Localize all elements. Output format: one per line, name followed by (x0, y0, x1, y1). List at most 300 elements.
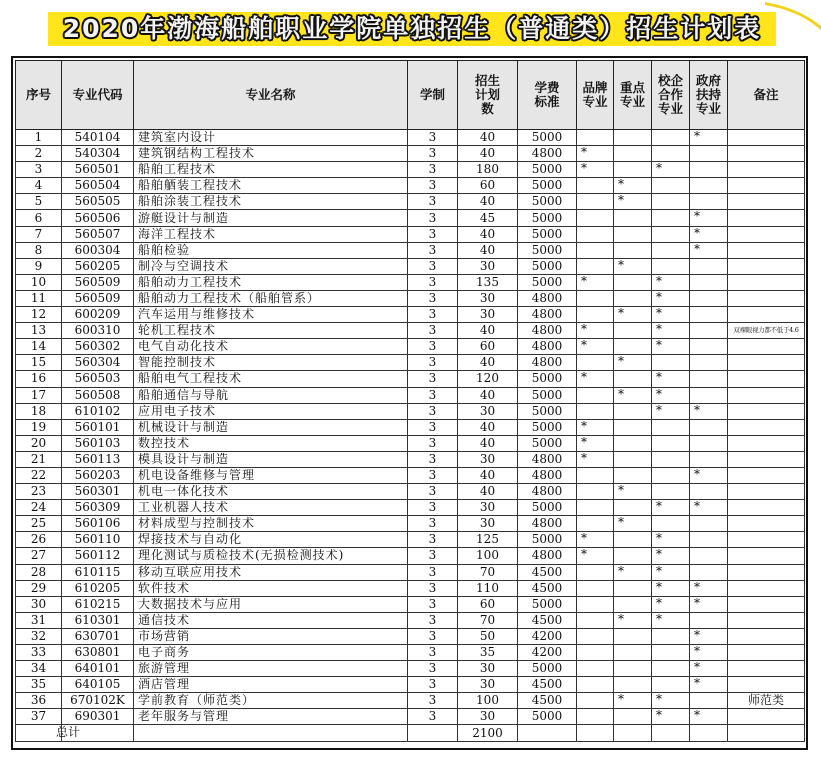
row-note (728, 709, 805, 725)
row-code: 600310 (62, 323, 134, 339)
row-code: 610115 (62, 564, 134, 580)
row-gov: * (690, 467, 728, 483)
row-code: 630801 (62, 645, 134, 661)
row-brand (577, 194, 614, 210)
row-code: 560103 (62, 435, 134, 451)
row-years: 3 (408, 516, 458, 532)
table-row (16, 403, 805, 419)
row-no: 37 (16, 709, 62, 725)
row-note (728, 677, 805, 693)
table-row (16, 355, 805, 371)
row-years: 3 (408, 467, 458, 483)
table-row (16, 693, 805, 709)
row-plan: 135 (458, 274, 518, 290)
row-note: 双裸眼视力都不低于4.6 (728, 323, 805, 339)
row-note (728, 355, 805, 371)
row-code: 560507 (62, 226, 134, 242)
row-fee: 4800 (518, 339, 577, 355)
row-code: 610205 (62, 580, 134, 596)
total-empty-cell (408, 725, 458, 741)
total-empty-cell (652, 725, 690, 741)
row-code: 560309 (62, 500, 134, 516)
table-row (16, 371, 805, 387)
table-row (16, 419, 805, 435)
row-coop: * (652, 387, 690, 403)
row-brand: * (577, 451, 614, 467)
row-plan: 40 (458, 146, 518, 162)
row-code: 560205 (62, 258, 134, 274)
row-coop: * (652, 290, 690, 306)
table-row (16, 242, 805, 258)
row-brand (577, 226, 614, 242)
row-fee: 4500 (518, 580, 577, 596)
row-gov (690, 564, 728, 580)
row-coop (652, 242, 690, 258)
row-no: 6 (16, 210, 62, 226)
row-name: 软件技术 (134, 580, 408, 596)
row-key (614, 130, 652, 146)
row-years: 3 (408, 596, 458, 612)
row-gov: * (690, 709, 728, 725)
row-coop (652, 419, 690, 435)
row-name: 机电一体化技术 (134, 484, 408, 500)
table-row (16, 146, 805, 162)
row-plan: 40 (458, 194, 518, 210)
row-brand (577, 387, 614, 403)
row-key: * (614, 258, 652, 274)
row-name: 船舶涂装工程技术 (134, 194, 408, 210)
row-key (614, 580, 652, 596)
row-code: 560301 (62, 484, 134, 500)
row-brand (577, 677, 614, 693)
row-note (728, 194, 805, 210)
row-no: 23 (16, 484, 62, 500)
row-plan: 100 (458, 693, 518, 709)
row-coop: * (652, 564, 690, 580)
row-name: 海洋工程技术 (134, 226, 408, 242)
row-note (728, 419, 805, 435)
row-years: 3 (408, 532, 458, 548)
row-gov (690, 693, 728, 709)
row-coop: * (652, 709, 690, 725)
table-row (16, 178, 805, 194)
row-coop (652, 146, 690, 162)
row-gov (690, 162, 728, 178)
row-plan: 30 (458, 709, 518, 725)
row-brand (577, 580, 614, 596)
row-years: 3 (408, 500, 458, 516)
row-note (728, 290, 805, 306)
row-key (614, 645, 652, 661)
table-row (16, 130, 805, 146)
table-row (16, 500, 805, 516)
row-years: 3 (408, 323, 458, 339)
row-gov: * (690, 677, 728, 693)
row-brand (577, 500, 614, 516)
row-gov (690, 516, 728, 532)
row-brand (577, 612, 614, 628)
row-plan: 30 (458, 661, 518, 677)
row-note (728, 242, 805, 258)
row-name: 船舶动力工程技术 (134, 274, 408, 290)
row-gov: * (690, 661, 728, 677)
total-label-text: 总计 (56, 725, 81, 740)
row-no: 9 (16, 258, 62, 274)
row-key: * (614, 564, 652, 580)
row-years: 3 (408, 178, 458, 194)
row-note (728, 661, 805, 677)
row-no: 10 (16, 274, 62, 290)
row-coop (652, 645, 690, 661)
total-empty-cell (690, 725, 728, 741)
row-key (614, 661, 652, 677)
row-brand (577, 307, 614, 323)
row-note (728, 403, 805, 419)
row-gov (690, 451, 728, 467)
row-coop (652, 516, 690, 532)
total-plan: 2100 (458, 725, 518, 741)
row-no: 36 (16, 693, 62, 709)
header-key: 重点专业 (614, 61, 652, 130)
row-coop: * (652, 580, 690, 596)
row-key (614, 500, 652, 516)
row-note (728, 339, 805, 355)
row-no: 13 (16, 323, 62, 339)
row-coop (652, 677, 690, 693)
row-plan: 40 (458, 387, 518, 403)
row-code: 560509 (62, 290, 134, 306)
row-code: 560508 (62, 387, 134, 403)
row-key (614, 532, 652, 548)
row-name: 电气自动化技术 (134, 339, 408, 355)
total-row (16, 725, 805, 741)
row-plan: 35 (458, 645, 518, 661)
row-brand: * (577, 548, 614, 564)
row-code: 610215 (62, 596, 134, 612)
row-plan: 40 (458, 435, 518, 451)
row-no: 33 (16, 645, 62, 661)
row-note (728, 532, 805, 548)
row-gov: * (690, 580, 728, 596)
row-fee: 4500 (518, 693, 577, 709)
row-gov (690, 355, 728, 371)
row-key (614, 451, 652, 467)
row-plan: 120 (458, 371, 518, 387)
row-gov (690, 194, 728, 210)
table-row (16, 564, 805, 580)
row-years: 3 (408, 419, 458, 435)
row-gov (690, 387, 728, 403)
row-note: 师范类 (728, 693, 805, 709)
row-no: 21 (16, 451, 62, 467)
row-brand (577, 258, 614, 274)
row-plan: 40 (458, 130, 518, 146)
row-name: 游艇设计与制造 (134, 210, 408, 226)
row-years: 3 (408, 258, 458, 274)
table-row (16, 677, 805, 693)
row-plan: 100 (458, 548, 518, 564)
row-brand (577, 467, 614, 483)
row-years: 3 (408, 661, 458, 677)
row-years: 3 (408, 339, 458, 355)
row-code: 600209 (62, 307, 134, 323)
row-key: * (614, 516, 652, 532)
row-coop (652, 130, 690, 146)
row-note (728, 645, 805, 661)
row-fee: 4800 (518, 146, 577, 162)
row-no: 25 (16, 516, 62, 532)
row-no: 5 (16, 194, 62, 210)
row-plan: 30 (458, 307, 518, 323)
row-coop: * (652, 500, 690, 516)
row-plan: 40 (458, 323, 518, 339)
row-key: * (614, 612, 652, 628)
table-row (16, 307, 805, 323)
row-plan: 40 (458, 484, 518, 500)
row-coop: * (652, 612, 690, 628)
row-note (728, 307, 805, 323)
row-gov: * (690, 500, 728, 516)
row-key (614, 709, 652, 725)
row-years: 3 (408, 242, 458, 258)
row-gov: * (690, 226, 728, 242)
row-code: 560509 (62, 274, 134, 290)
row-name: 机电设备维修与管理 (134, 467, 408, 483)
row-coop (652, 226, 690, 242)
row-key (614, 290, 652, 306)
header-coop: 校企合作专业 (652, 61, 690, 130)
row-note (728, 162, 805, 178)
table-row (16, 339, 805, 355)
row-fee: 5000 (518, 596, 577, 612)
row-plan: 40 (458, 226, 518, 242)
row-gov: * (690, 242, 728, 258)
row-years: 3 (408, 371, 458, 387)
row-gov (690, 258, 728, 274)
row-coop (652, 661, 690, 677)
row-plan: 60 (458, 178, 518, 194)
row-name: 酒店管理 (134, 677, 408, 693)
row-key (614, 371, 652, 387)
row-years: 3 (408, 403, 458, 419)
row-coop: * (652, 596, 690, 612)
row-gov: * (690, 645, 728, 661)
row-no: 18 (16, 403, 62, 419)
row-name: 机械设计与制造 (134, 419, 408, 435)
row-code: 560503 (62, 371, 134, 387)
row-plan: 30 (458, 290, 518, 306)
row-code: 560101 (62, 419, 134, 435)
row-gov (690, 339, 728, 355)
row-name: 建筑钢结构工程技术 (134, 146, 408, 162)
row-coop (652, 178, 690, 194)
row-fee: 4800 (518, 516, 577, 532)
row-no: 3 (16, 162, 62, 178)
row-plan: 30 (458, 258, 518, 274)
row-name: 移动互联应用技术 (134, 564, 408, 580)
row-brand: * (577, 162, 614, 178)
row-brand: * (577, 323, 614, 339)
total-empty-cell (728, 725, 805, 741)
row-years: 3 (408, 677, 458, 693)
row-note (728, 210, 805, 226)
row-note (728, 580, 805, 596)
total-empty-cell (577, 725, 614, 741)
row-no: 4 (16, 178, 62, 194)
row-coop: * (652, 371, 690, 387)
row-key (614, 403, 652, 419)
row-no: 32 (16, 628, 62, 644)
row-fee: 4800 (518, 307, 577, 323)
row-coop (652, 628, 690, 644)
row-brand (577, 645, 614, 661)
row-no: 1 (16, 130, 62, 146)
total-empty-cell (518, 725, 577, 741)
row-plan: 30 (458, 677, 518, 693)
row-plan: 30 (458, 451, 518, 467)
total-label (16, 725, 81, 741)
row-fee: 5000 (518, 709, 577, 725)
row-key (614, 467, 652, 483)
row-fee: 5000 (518, 178, 577, 194)
row-name: 船舶工程技术 (134, 162, 408, 178)
row-name: 建筑室内设计 (134, 130, 408, 146)
row-plan: 40 (458, 419, 518, 435)
table-row (16, 162, 805, 178)
row-fee: 5000 (518, 130, 577, 146)
row-gov (690, 435, 728, 451)
row-note (728, 178, 805, 194)
table-row (16, 645, 805, 661)
row-plan: 60 (458, 596, 518, 612)
row-key (614, 323, 652, 339)
row-brand (577, 516, 614, 532)
row-fee: 5000 (518, 371, 577, 387)
row-key (614, 226, 652, 242)
row-fee: 4800 (518, 323, 577, 339)
row-name: 制冷与空调技术 (134, 258, 408, 274)
row-name: 船舶电气工程技术 (134, 371, 408, 387)
row-brand: * (577, 532, 614, 548)
row-code: 560112 (62, 548, 134, 564)
row-note (728, 130, 805, 146)
row-no: 30 (16, 596, 62, 612)
row-key: * (614, 194, 652, 210)
row-key (614, 596, 652, 612)
row-note (728, 467, 805, 483)
row-years: 3 (408, 194, 458, 210)
row-key (614, 677, 652, 693)
row-gov: * (690, 130, 728, 146)
row-years: 3 (408, 290, 458, 306)
header-gov: 政府扶持专业 (690, 61, 728, 130)
row-brand (577, 290, 614, 306)
row-fee: 4200 (518, 628, 577, 644)
row-note (728, 435, 805, 451)
table-row (16, 709, 805, 725)
row-plan: 125 (458, 532, 518, 548)
table-row (16, 580, 805, 596)
row-brand (577, 130, 614, 146)
row-no: 20 (16, 435, 62, 451)
row-fee: 4500 (518, 564, 577, 580)
row-plan: 30 (458, 516, 518, 532)
row-key (614, 419, 652, 435)
row-no: 34 (16, 661, 62, 677)
row-note (728, 564, 805, 580)
row-key: * (614, 484, 652, 500)
total-empty-cell (614, 725, 652, 741)
row-fee: 4800 (518, 355, 577, 371)
row-no: 2 (16, 146, 62, 162)
row-name: 模具设计与制造 (134, 451, 408, 467)
row-brand (577, 564, 614, 580)
row-name: 工业机器人技术 (134, 500, 408, 516)
row-fee: 5000 (518, 162, 577, 178)
table-row (16, 467, 805, 483)
row-note (728, 596, 805, 612)
row-no: 8 (16, 242, 62, 258)
table-row (16, 274, 805, 290)
row-years: 3 (408, 387, 458, 403)
row-fee: 5000 (518, 435, 577, 451)
row-brand: * (577, 146, 614, 162)
row-years: 3 (408, 210, 458, 226)
row-name: 理化测试与质检技术(无损检测技术) (134, 548, 408, 564)
row-coop (652, 355, 690, 371)
row-fee: 5000 (518, 387, 577, 403)
row-coop: * (652, 274, 690, 290)
row-no: 19 (16, 419, 62, 435)
row-years: 3 (408, 612, 458, 628)
row-fee: 5000 (518, 210, 577, 226)
row-code: 560106 (62, 516, 134, 532)
table-row (16, 210, 805, 226)
row-coop (652, 467, 690, 483)
row-years: 3 (408, 451, 458, 467)
row-gov (690, 419, 728, 435)
row-name: 汽车运用与维修技术 (134, 307, 408, 323)
row-brand: * (577, 419, 614, 435)
enrollment-plan-table (15, 60, 805, 742)
row-code: 560505 (62, 194, 134, 210)
table-row (16, 435, 805, 451)
row-fee: 4800 (518, 484, 577, 500)
row-name: 电子商务 (134, 645, 408, 661)
table-row (16, 387, 805, 403)
row-name: 材料成型与控制技术 (134, 516, 408, 532)
row-fee: 4200 (518, 645, 577, 661)
table-row (16, 548, 805, 564)
row-no: 16 (16, 371, 62, 387)
table-row (16, 596, 805, 612)
row-years: 3 (408, 162, 458, 178)
row-key: * (614, 307, 652, 323)
row-years: 3 (408, 355, 458, 371)
row-plan: 40 (458, 242, 518, 258)
row-no: 22 (16, 467, 62, 483)
row-code: 630701 (62, 628, 134, 644)
row-fee: 5000 (518, 500, 577, 516)
row-note (728, 274, 805, 290)
row-key (614, 146, 652, 162)
row-brand (577, 403, 614, 419)
row-years: 3 (408, 628, 458, 644)
row-coop (652, 484, 690, 500)
row-coop (652, 210, 690, 226)
table-row (16, 516, 805, 532)
row-name: 船舶舾装工程技术 (134, 178, 408, 194)
